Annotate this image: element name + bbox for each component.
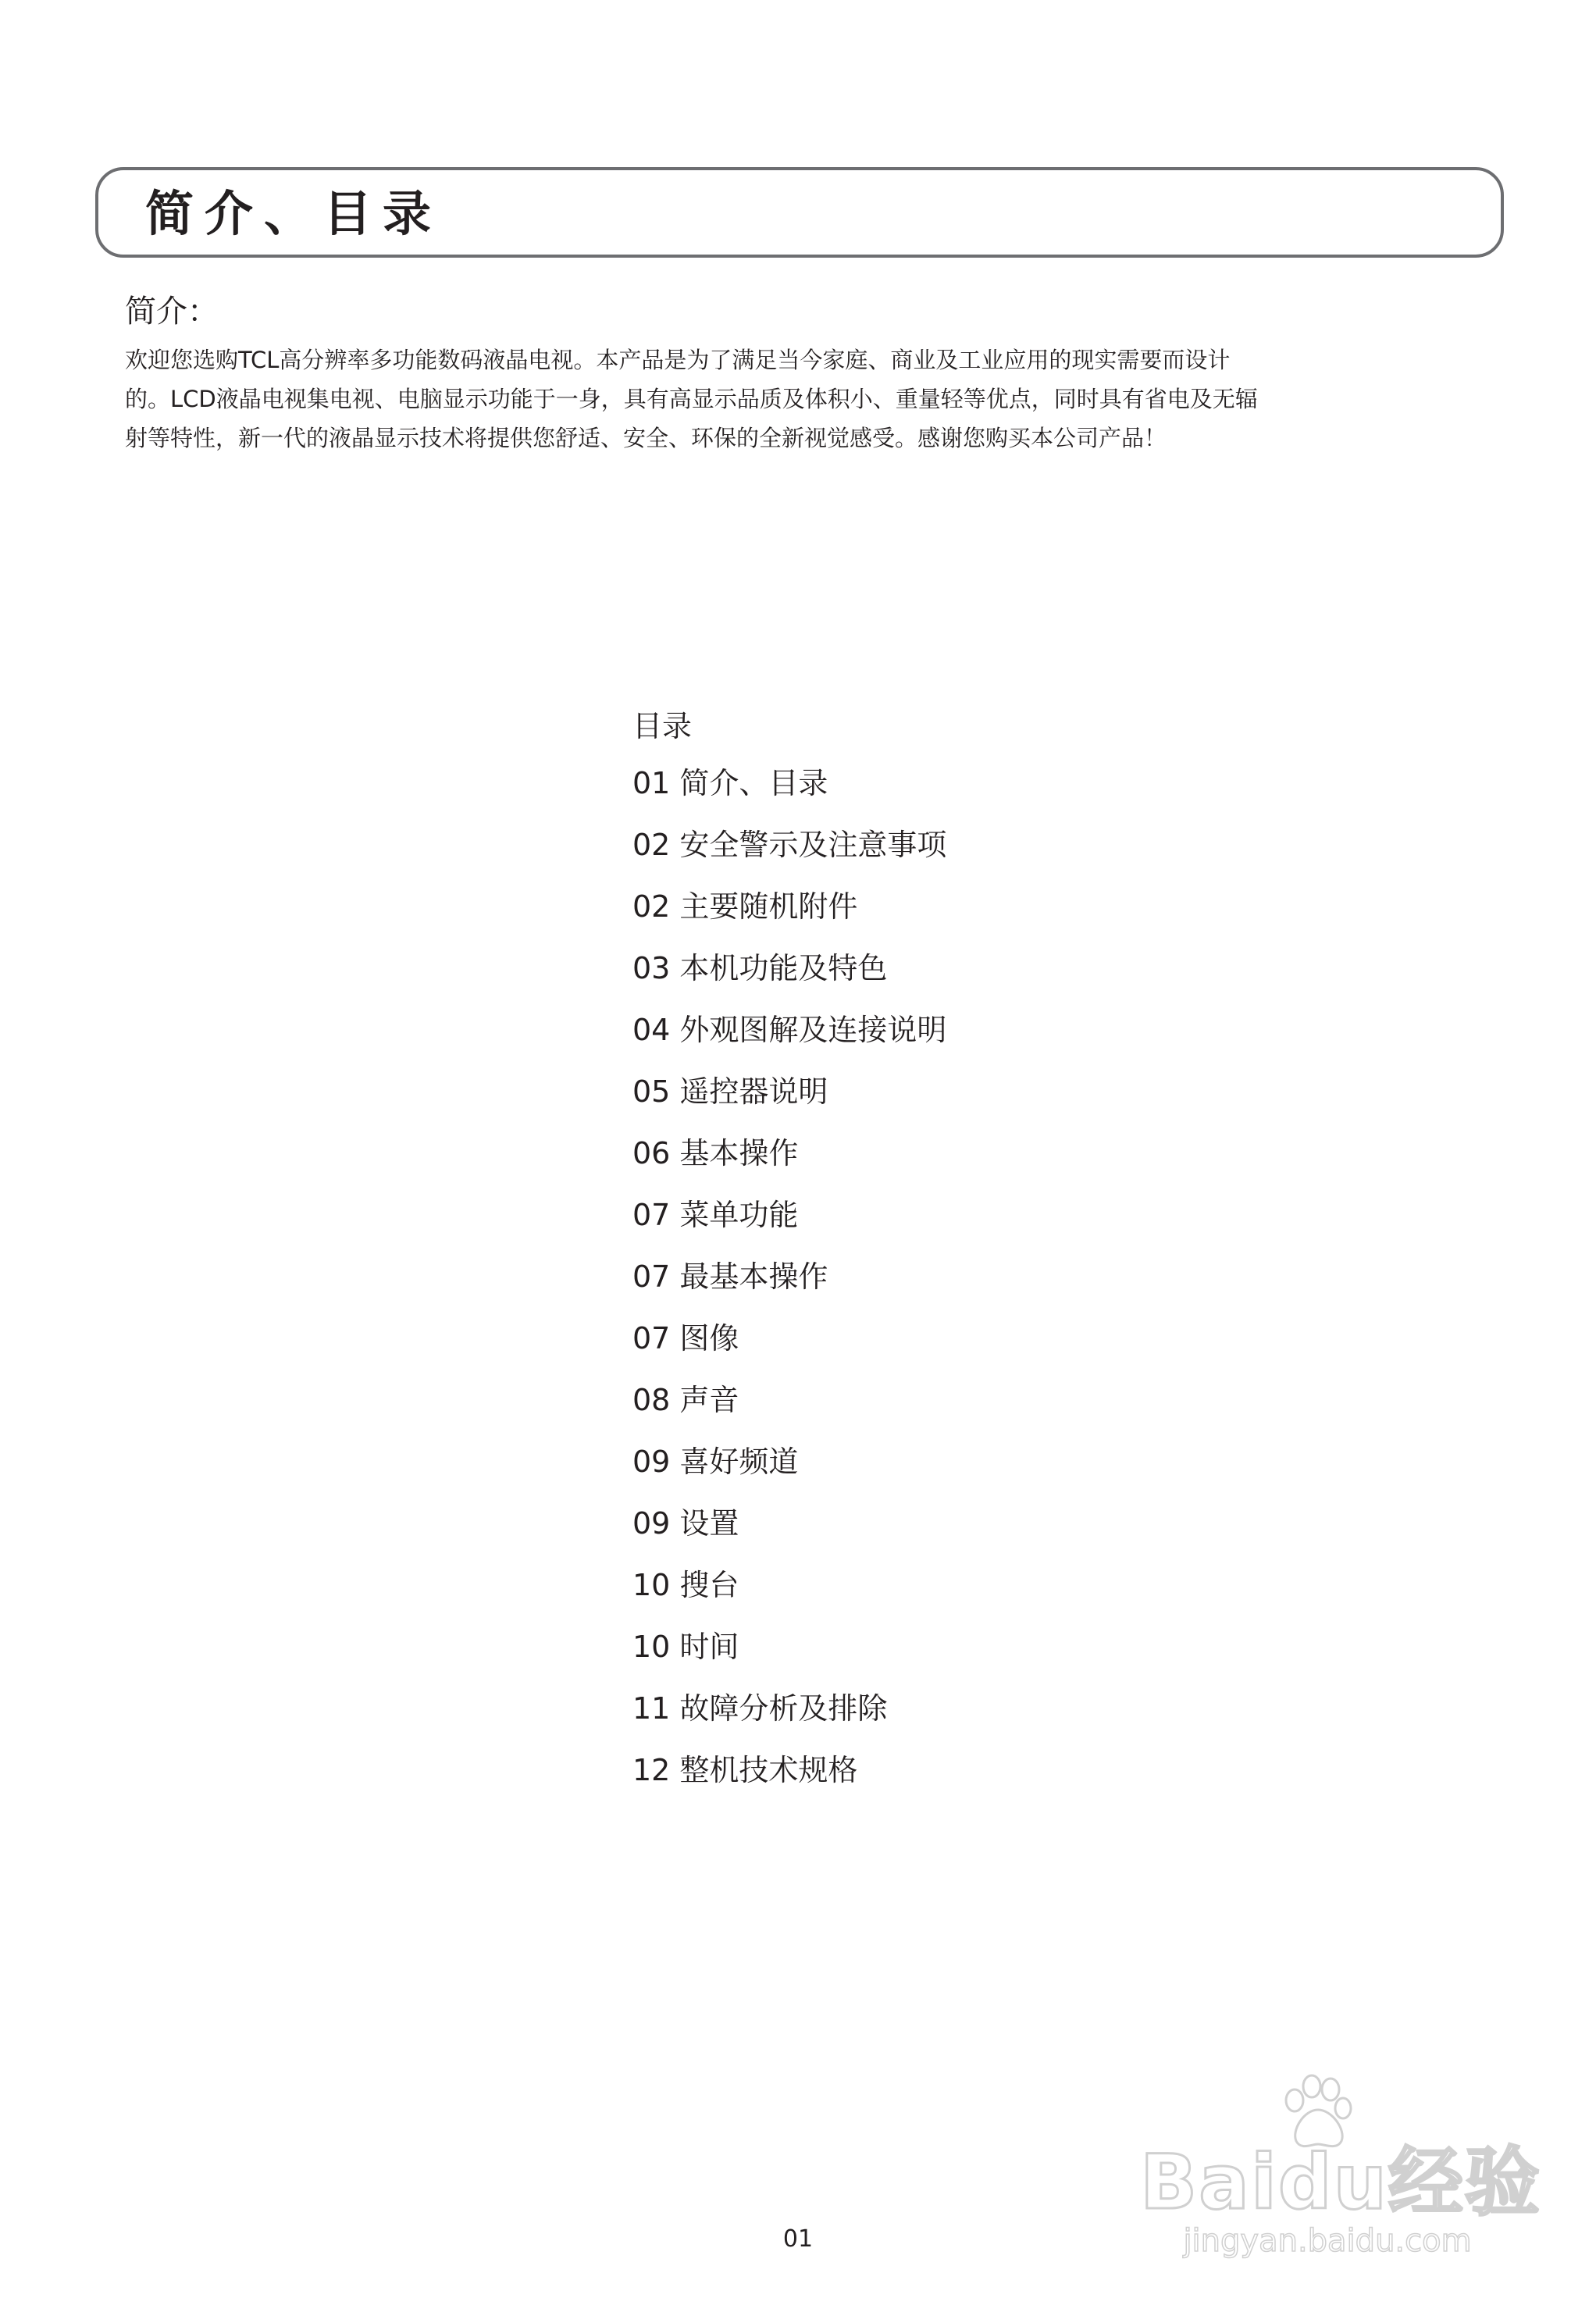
- intro-paragraph: [125, 340, 1437, 458]
- toc-item: 07 最基本操作: [632, 1259, 828, 1294]
- page-number: 01: [782, 2225, 814, 2253]
- toc-item: 05 遥控器说明: [632, 1074, 828, 1109]
- section-title-box: [95, 167, 1504, 258]
- toc-item: 08 声音: [632, 1383, 739, 1417]
- intro-line: 欢迎您选购TCL高分辨率多功能数码液晶电视。本产品是为了满足当今家庭、商业及工业应用的现实需要而设计: [125, 347, 1231, 373]
- watermark-logo-text: Baidu经验: [1140, 2139, 1541, 2226]
- toc-list: [632, 753, 1257, 1801]
- toc-item: 11 故障分析及排除: [632, 1691, 888, 1726]
- toc-item: 10 搜台: [632, 1568, 739, 1602]
- watermark-url: jingyan.baidu.com: [1183, 2223, 1472, 2259]
- toc-item: 01 简介、目录: [632, 766, 828, 800]
- toc-item: 12 整机技术规格: [632, 1753, 858, 1787]
- toc-item: 06 基本操作: [632, 1136, 799, 1170]
- intro-line: 射等特性，新一代的液晶显示技术将提供您舒适、安全、环保的全新视觉感受。感谢您购买本公司产品！: [125, 425, 1167, 451]
- toc-item: 07 菜单功能: [632, 1198, 799, 1232]
- toc-item: 03 本机功能及特色: [632, 951, 888, 985]
- toc-heading: 目录: [632, 709, 693, 743]
- toc-item: 02 主要随机附件: [632, 889, 858, 924]
- intro-line: 的。LCD液晶电视集电视、电脑显示功能于一身，具有高显示品质及体积小、重量轻等优点，同时具有省电及无辐: [125, 386, 1258, 412]
- toc-item: 07 图像: [632, 1321, 739, 1356]
- toc-item: 02 安全警示及注意事项: [632, 828, 947, 862]
- intro-heading: 简介：: [125, 294, 219, 330]
- toc-item: 09 设置: [632, 1506, 739, 1541]
- toc-item: 04 外观图解及连接说明: [632, 1013, 947, 1047]
- table-of-contents: [632, 704, 1257, 1801]
- toc-item: 09 喜好频道: [632, 1445, 799, 1479]
- section-title: 简介、目录: [145, 185, 443, 242]
- toc-item: 10 时间: [632, 1630, 739, 1664]
